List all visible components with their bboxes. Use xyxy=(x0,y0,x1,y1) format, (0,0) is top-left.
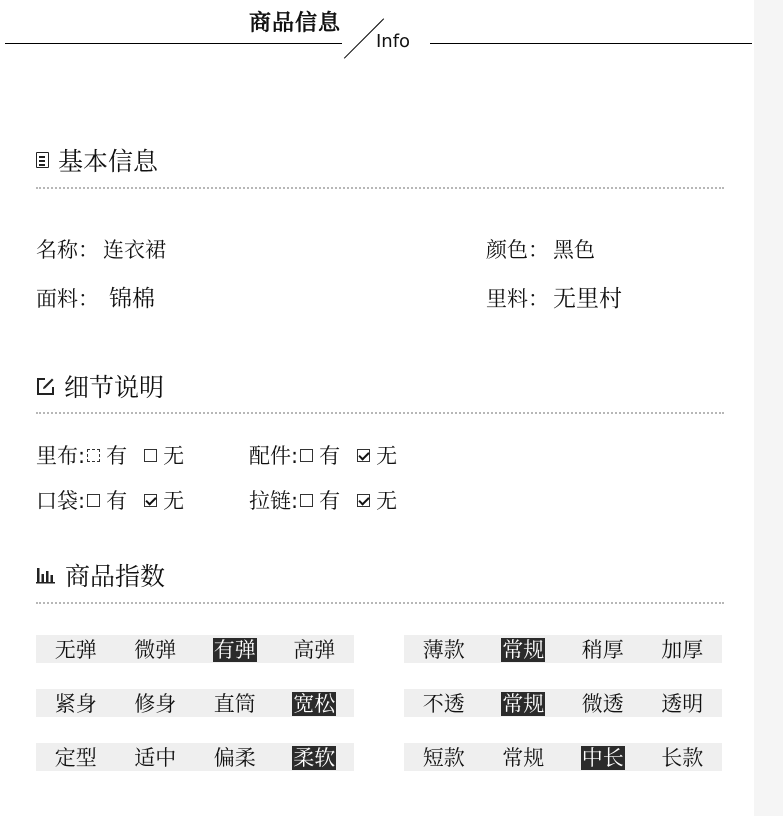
color-label: 颜色： xyxy=(486,238,549,262)
index-group xyxy=(36,635,354,663)
index-option[interactable] xyxy=(563,742,643,772)
index-option[interactable] xyxy=(36,634,116,664)
fabric-field xyxy=(36,280,155,313)
lining-value: 无里村 xyxy=(553,286,622,312)
index-option[interactable] xyxy=(275,688,355,718)
index-option[interactable] xyxy=(643,742,723,772)
index-option-label: 偏柔 xyxy=(213,746,256,770)
index-option[interactable] xyxy=(116,688,196,718)
check-option-yes: 有 xyxy=(106,444,128,468)
pocket-no-checkbox[interactable] xyxy=(144,494,157,507)
check-option-no: 无 xyxy=(163,444,185,468)
color-value: 黑色 xyxy=(553,238,595,262)
index-option-label: 有弹 xyxy=(213,638,256,662)
index-option[interactable] xyxy=(484,688,564,718)
zipper-no-checkbox[interactable] xyxy=(357,494,370,507)
index-option[interactable] xyxy=(195,742,275,772)
edit-icon xyxy=(36,377,55,396)
document-icon xyxy=(36,152,49,168)
check-label: 拉链: xyxy=(249,489,299,513)
lining-field xyxy=(486,280,622,313)
lining-cloth-check xyxy=(36,440,249,470)
section-index-title: 商品指数 xyxy=(65,562,166,591)
page-title: 商品信息 xyxy=(249,11,342,36)
index-option[interactable] xyxy=(484,634,564,664)
check-option-no: 无 xyxy=(376,444,398,468)
index-option-label: 紧身 xyxy=(54,692,97,716)
index-group xyxy=(36,743,354,771)
detail-row xyxy=(36,440,397,470)
index-option[interactable] xyxy=(116,634,196,664)
index-option[interactable] xyxy=(404,688,484,718)
check-label: 配件: xyxy=(249,444,299,468)
index-option[interactable] xyxy=(563,634,643,664)
pocket-yes-checkbox[interactable] xyxy=(87,494,100,507)
index-option-label: 定型 xyxy=(54,746,97,770)
zipper-check xyxy=(249,485,397,515)
index-group xyxy=(404,689,722,717)
index-option-label: 无弹 xyxy=(54,638,97,662)
index-option-label: 适中 xyxy=(134,746,177,770)
zipper-yes-checkbox[interactable] xyxy=(300,494,313,507)
index-option-label: 稍厚 xyxy=(581,638,624,662)
index-option[interactable] xyxy=(404,742,484,772)
section-divider xyxy=(36,187,724,189)
index-option[interactable] xyxy=(275,634,355,664)
check-option-yes: 有 xyxy=(319,444,341,468)
name-field xyxy=(36,234,166,264)
section-details-heading xyxy=(36,368,164,404)
index-option-label: 常规 xyxy=(502,638,545,662)
fabric-label: 面料： xyxy=(36,287,99,311)
index-option-label: 透明 xyxy=(661,692,704,716)
color-field xyxy=(486,234,595,264)
bar-chart-icon xyxy=(36,566,56,584)
index-option[interactable] xyxy=(195,634,275,664)
index-option-label: 中长 xyxy=(581,746,624,770)
index-option-label: 直筒 xyxy=(213,692,256,716)
header-divider-right xyxy=(430,43,752,44)
check-label: 里布: xyxy=(36,444,86,468)
index-option-label: 高弹 xyxy=(293,638,336,662)
accessory-no-checkbox[interactable] xyxy=(357,449,370,462)
check-option-yes: 有 xyxy=(319,489,341,513)
section-divider xyxy=(36,602,724,604)
section-details-title: 细节说明 xyxy=(64,373,165,402)
check-option-no: 无 xyxy=(163,489,185,513)
fabric-value: 锦棉 xyxy=(109,286,155,312)
index-option[interactable] xyxy=(36,742,116,772)
check-label: 口袋: xyxy=(36,489,86,513)
name-value: 连衣裙 xyxy=(103,238,166,262)
check-option-yes: 有 xyxy=(106,489,128,513)
index-option[interactable] xyxy=(195,688,275,718)
index-option[interactable] xyxy=(116,742,196,772)
scrollbar-track[interactable] xyxy=(754,0,783,816)
section-divider xyxy=(36,412,724,414)
index-option-label: 常规 xyxy=(502,746,545,770)
index-option-label: 薄款 xyxy=(422,638,465,662)
lining-cloth-no-checkbox[interactable] xyxy=(144,449,157,462)
index-option-label: 短款 xyxy=(422,746,465,770)
index-option-label: 长款 xyxy=(661,746,704,770)
index-option[interactable] xyxy=(404,634,484,664)
index-option[interactable] xyxy=(563,688,643,718)
name-label: 名称： xyxy=(36,238,99,262)
index-option[interactable] xyxy=(275,742,355,772)
section-basic-heading xyxy=(36,142,158,178)
index-option[interactable] xyxy=(36,688,116,718)
index-option[interactable] xyxy=(643,634,723,664)
index-option-label: 宽松 xyxy=(293,692,336,716)
section-basic-title: 基本信息 xyxy=(58,147,159,176)
accessory-check xyxy=(249,440,397,470)
page-subtitle: Info xyxy=(376,31,411,52)
index-option-label: 柔软 xyxy=(293,746,336,770)
index-option-label: 加厚 xyxy=(661,638,704,662)
accessory-yes-checkbox[interactable] xyxy=(300,449,313,462)
index-option-label: 常规 xyxy=(502,692,545,716)
check-option-no: 无 xyxy=(376,489,398,513)
index-option[interactable] xyxy=(484,742,564,772)
index-option-label: 微弹 xyxy=(134,638,177,662)
index-option[interactable] xyxy=(643,688,723,718)
section-index-heading xyxy=(36,557,165,593)
index-option-label: 修身 xyxy=(134,692,177,716)
pocket-check xyxy=(36,485,249,515)
lining-cloth-yes-checkbox[interactable] xyxy=(87,449,100,462)
lining-label: 里料： xyxy=(486,287,549,311)
header-divider-left xyxy=(5,43,342,44)
detail-row xyxy=(36,485,397,515)
index-group xyxy=(404,743,722,771)
index-group xyxy=(36,689,354,717)
index-option-label: 不透 xyxy=(422,692,465,716)
index-group xyxy=(404,635,722,663)
index-option-label: 微透 xyxy=(581,692,624,716)
